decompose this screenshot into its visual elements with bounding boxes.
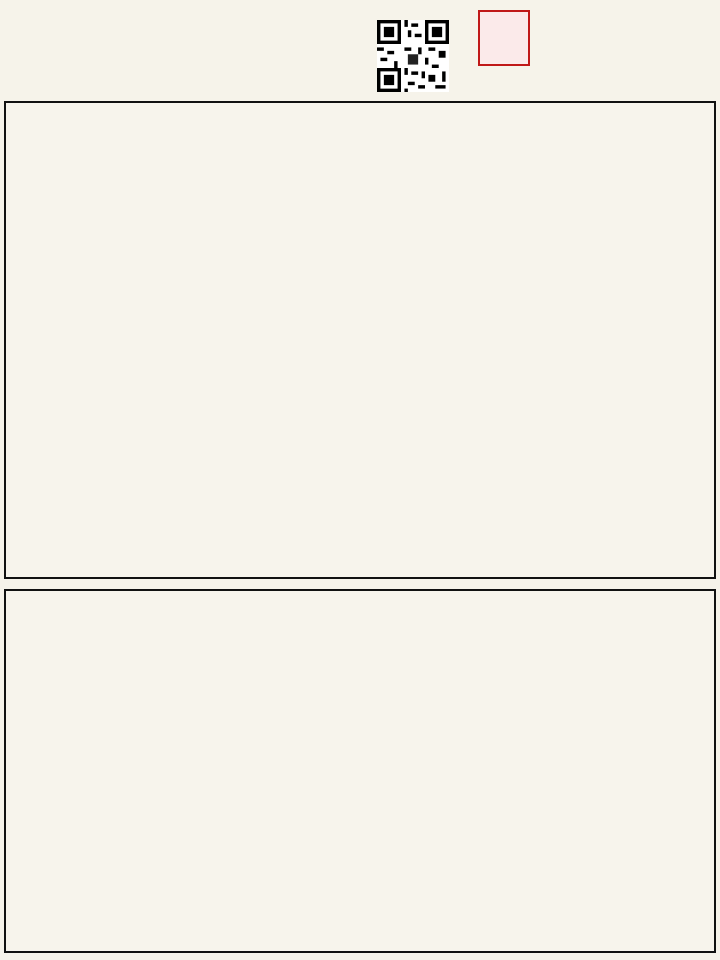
qr-code — [377, 20, 449, 92]
yearly-table — [4, 589, 716, 953]
brand-logo — [478, 10, 710, 70]
pillar-grid — [4, 101, 716, 579]
logo-stamp — [478, 10, 530, 66]
